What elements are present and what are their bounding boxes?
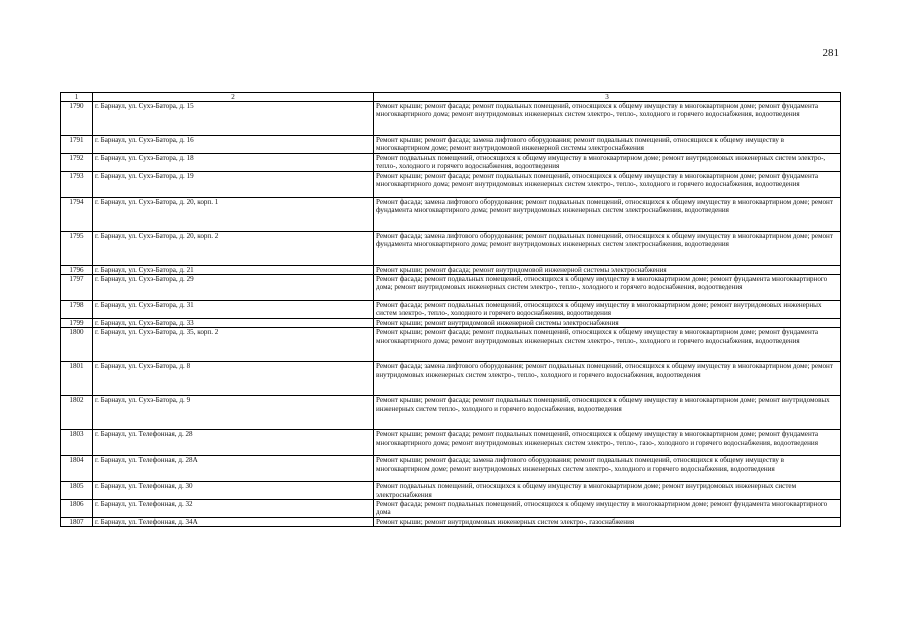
table-row	[61, 136, 841, 154]
row-works: Ремонт крыши; ремонт фасада; замена лифтового оборудования; ремонт подвальных помещений, относящихся к общему имуществу в многоквартирном доме; ремонт внутридомовой инженерной системы электроснабжения	[374, 136, 841, 154]
row-number: 1794	[61, 197, 93, 231]
table-row	[61, 482, 841, 500]
row-address: г. Барнаул, ул. Сухэ-Батора, д. 20, корп. 1	[93, 197, 374, 231]
row-number: 1796	[61, 265, 93, 274]
row-works: Ремонт фасада; ремонт подвальных помещений, относящихся к общему имуществу в многоквартирном доме; ремонт фундамента многоквартирного дома	[374, 500, 841, 518]
row-number: 1807	[61, 517, 93, 526]
row-number: 1793	[61, 171, 93, 197]
row-works: Ремонт фасада; замена лифтового оборудования; ремонт подвальных помещений, относящихся к общему имуществу в многоквартирном доме; ремонт внутридомовых инженерных систем электро-, тепло-, холодного и горячего водоснабжения, водоотведения	[374, 362, 841, 396]
column-header-number: 1	[61, 93, 93, 102]
row-number: 1799	[61, 318, 93, 327]
row-address: г. Барнаул, ул. Телефонная, д. 34А	[93, 517, 374, 526]
row-address: г. Барнаул, ул. Сухэ-Батора, д. 29	[93, 275, 374, 301]
row-address: г. Барнаул, ул. Сухэ-Батора, д. 20, корп. 2	[93, 231, 374, 265]
row-works: Ремонт крыши; ремонт фасада; ремонт подвальных помещений, относящихся к общему имуществу в многоквартирном доме; ремонт внутридомовых инженерных систем тепло-, холодного и горячего водоснабжения, водоотведения	[374, 396, 841, 430]
row-address: г. Барнаул, ул. Сухэ-Батора, д. 31	[93, 301, 374, 319]
row-works: Ремонт крыши; ремонт фасада; ремонт подвальных помещений, относящихся к общему имуществу в многоквартирном доме; ремонт фундамента многоквартирного дома; ремонт внутридомовых инженерных систем электро-, тепло-, холодного и горячего водоснабжения, водоотведения	[374, 171, 841, 197]
table-row	[61, 318, 841, 327]
table-row	[61, 231, 841, 265]
row-works: Ремонт подвальных помещений, относящихся к общему имуществу в многоквартирном доме; ремонт внутридомовых инженерных систем электро-, тепло-, холодного и горячего водоснабжения, водоотведения	[374, 153, 841, 171]
column-header-works: 3	[374, 93, 841, 102]
row-works: Ремонт крыши; ремонт фасада; ремонт внутридомовой инженерной системы электроснабжения	[374, 265, 841, 274]
row-works: Ремонт крыши; ремонт фасада; замена лифтового оборудования; ремонт подвальных помещений, относящихся к общему имуществу в многоквартирном доме; ремонт внутридомовых инженерных систем электро-, холодного и горячего водоснабжения, водоотведения	[374, 456, 841, 482]
row-address: г. Барнаул, ул. Сухэ-Батора, д. 16	[93, 136, 374, 154]
table-row	[61, 517, 841, 526]
row-number: 1797	[61, 275, 93, 301]
row-address: г. Барнаул, ул. Сухэ-Батора, д. 21	[93, 265, 374, 274]
page-number: 281	[822, 47, 839, 59]
row-works: Ремонт фасада; замена лифтового оборудования; ремонт подвальных помещений, относящихся к общему имуществу в многоквартирном доме; ремонт фундамента многоквартирного дома; ремонт внутридомовых инженерных систем электроснабжения, водоотведения	[374, 231, 841, 265]
row-address: г. Барнаул, ул. Сухэ-Батора, д. 15	[93, 102, 374, 136]
row-address: г. Барнаул, ул. Сухэ-Батора, д. 9	[93, 396, 374, 430]
row-number: 1800	[61, 328, 93, 362]
table-row	[61, 430, 841, 456]
row-works: Ремонт крыши; ремонт внутридомовых инженерных систем электро-, газоснабжения	[374, 517, 841, 526]
table-row	[61, 171, 841, 197]
row-number: 1790	[61, 102, 93, 136]
row-number: 1791	[61, 136, 93, 154]
table-row	[61, 301, 841, 319]
table-row	[61, 102, 841, 136]
table-body	[61, 93, 841, 527]
row-address: г. Барнаул, ул. Сухэ-Батора, д. 19	[93, 171, 374, 197]
row-address: г. Барнаул, ул. Сухэ-Батора, д. 18	[93, 153, 374, 171]
row-number: 1805	[61, 482, 93, 500]
row-works: Ремонт подвальных помещений, относящихся к общему имуществу в многоквартирном доме; ремонт внутридомовых инженерных систем электроснабжения	[374, 482, 841, 500]
column-header-address: 2	[93, 93, 374, 102]
row-number: 1795	[61, 231, 93, 265]
row-address: г. Барнаул, ул. Телефонная, д. 30	[93, 482, 374, 500]
row-address: г. Барнаул, ул. Телефонная, д. 32	[93, 500, 374, 518]
row-works: Ремонт фасада; ремонт подвальных помещений, относящихся к общему имуществу в многоквартирном доме; ремонт фундамента многоквартирного дома; ремонт внутридомовых инженерных систем электро-, тепло-, холодного и горячего водоснабжения, водоотведения	[374, 275, 841, 301]
table-row	[61, 396, 841, 430]
row-works: Ремонт крыши; ремонт фасада; ремонт подвальных помещений, относящихся к общему имуществу в многоквартирном доме; ремонт фундамента многоквартирного дома; ремонт внутридомовых инженерных систем электро-, тепло-, холодного и горячего водоснабжения, водоотведения	[374, 328, 841, 362]
row-number: 1801	[61, 362, 93, 396]
table-row	[61, 500, 841, 518]
row-number: 1803	[61, 430, 93, 456]
row-address: г. Барнаул, ул. Сухэ-Батора, д. 35, корп. 2	[93, 328, 374, 362]
row-works: Ремонт фасада; замена лифтового оборудования; ремонт подвальных помещений, относящихся к общему имуществу в многоквартирном доме; ремонт фундамента многоквартирного дома; ремонт внутридомовых инженерных систем электроснабжения, водоотведения	[374, 197, 841, 231]
row-works: Ремонт крыши; ремонт фасада; ремонт подвальных помещений, относящихся к общему имуществу в многоквартирном доме; ремонт фундамента многоквартирного дома; ремонт внутридомовых инженерных систем электро-, тепло-, газо-, холодного и горячего водоснабжения, водоотведения	[374, 430, 841, 456]
row-address: г. Барнаул, ул. Телефонная, д. 28	[93, 430, 374, 456]
row-address: г. Барнаул, ул. Сухэ-Батора, д. 33	[93, 318, 374, 327]
table-row	[61, 328, 841, 362]
table-row	[61, 456, 841, 482]
table-row	[61, 265, 841, 274]
registry-table	[60, 92, 841, 527]
row-number: 1804	[61, 456, 93, 482]
row-number: 1798	[61, 301, 93, 319]
column-header-row	[61, 93, 841, 102]
row-number: 1806	[61, 500, 93, 518]
table-row	[61, 197, 841, 231]
row-address: г. Барнаул, ул. Сухэ-Батора, д. 8	[93, 362, 374, 396]
row-works: Ремонт крыши; ремонт фасада; ремонт подвальных помещений, относящихся к общему имуществу в многоквартирном доме; ремонт фундамента многоквартирного дома; ремонт внутридомовых инженерных систем электро-, тепло-, холодного и горячего водоснабжения, водоотведения	[374, 102, 841, 136]
table-row	[61, 275, 841, 301]
row-number: 1802	[61, 396, 93, 430]
table-row	[61, 153, 841, 171]
row-works: Ремонт крыши; ремонт внутридомовой инженерной системы электроснабжения	[374, 318, 841, 327]
row-address: г. Барнаул, ул. Телефонная, д. 28А	[93, 456, 374, 482]
row-works: Ремонт фасада; ремонт подвальных помещений, относящихся к общему имуществу в многоквартирном доме; ремонт внутридомовых инженерных систем электро-, тепло-, холодного и горячего водоснабжения, водоотведения	[374, 301, 841, 319]
table-row	[61, 362, 841, 396]
row-number: 1792	[61, 153, 93, 171]
